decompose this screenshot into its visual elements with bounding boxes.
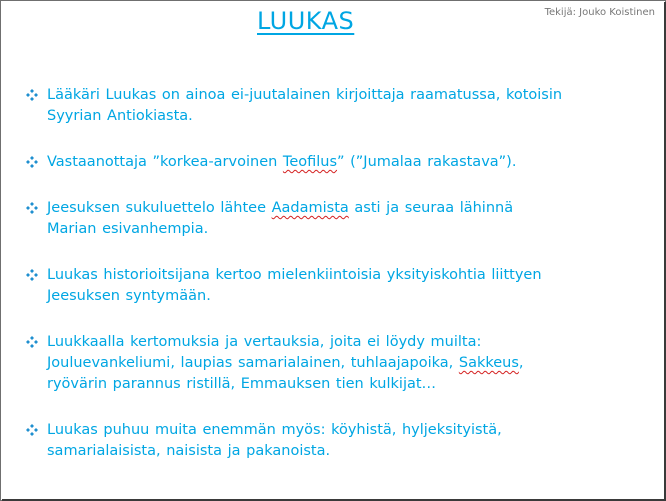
bullet-text: ” (”Jumalaa rakastava”). [337,154,517,170]
bullet-text-line: samarialaisista, naisista ja pakanoista. [47,443,331,459]
spellcheck-marked-word: Sakkeus [458,355,519,371]
four-diamond-bullet-icon [25,155,39,169]
bullet-text-line: Luukkaalla kertomuksia ja vertauksia, joita ei löydy muilta: [47,334,482,350]
spellcheck-marked-word: Aadamista [271,200,349,216]
bullet-text: Vastaanottaja ”korkea-arvoinen [47,154,283,170]
bullet-item [25,332,639,395]
author-credit: Tekijä: Jouko Koistinen [544,7,655,18]
four-diamond-bullet-icon [25,88,39,102]
bullet-list [25,85,639,462]
four-diamond-bullet-icon [25,268,39,282]
bullet-text-line: Luukas historioitsijana kertoo mielenkiintoisia yksityiskohtia liittyen [47,267,542,283]
bullet-text-line: ryövärin parannus ristillä, Emmauksen tien kulkijat… [47,376,437,392]
bullet-text-line: Marian esivanhempia. [47,221,209,237]
bullet-item [25,85,639,127]
four-diamond-bullet-icon [25,201,39,215]
bullet-item [25,152,639,173]
spellcheck-marked-word: Teofilus [282,154,338,170]
four-diamond-bullet-icon [25,335,39,349]
bullet-text-line: Syyrian Antiokiasta. [47,108,193,124]
bullet-text-line: Lääkäri Luukas on ainoa ei-juutalainen kirjoittaja raamatussa, kotoisin [47,87,563,103]
four-diamond-bullet-icon [25,423,39,437]
bullet-item [25,198,639,240]
bullet-text: , [518,355,524,371]
bullet-text-line: Jeesuksen syntymään. [47,288,211,304]
bullet-text: asti ja seuraa lähinnä [348,200,514,216]
bullet-text: Jouluevankeliumi, laupias samarialainen, tuhlaajapoika, [47,355,459,371]
bullet-item [25,420,639,462]
bullet-text: Jeesuksen sukuluettelo lähtee [47,200,272,216]
bullet-text-line: Luukas puhuu muita enemmän myös: köyhistä, hyljeksityistä, [47,422,502,438]
slide-title: LUUKAS [257,7,355,35]
bullet-item [25,265,639,307]
